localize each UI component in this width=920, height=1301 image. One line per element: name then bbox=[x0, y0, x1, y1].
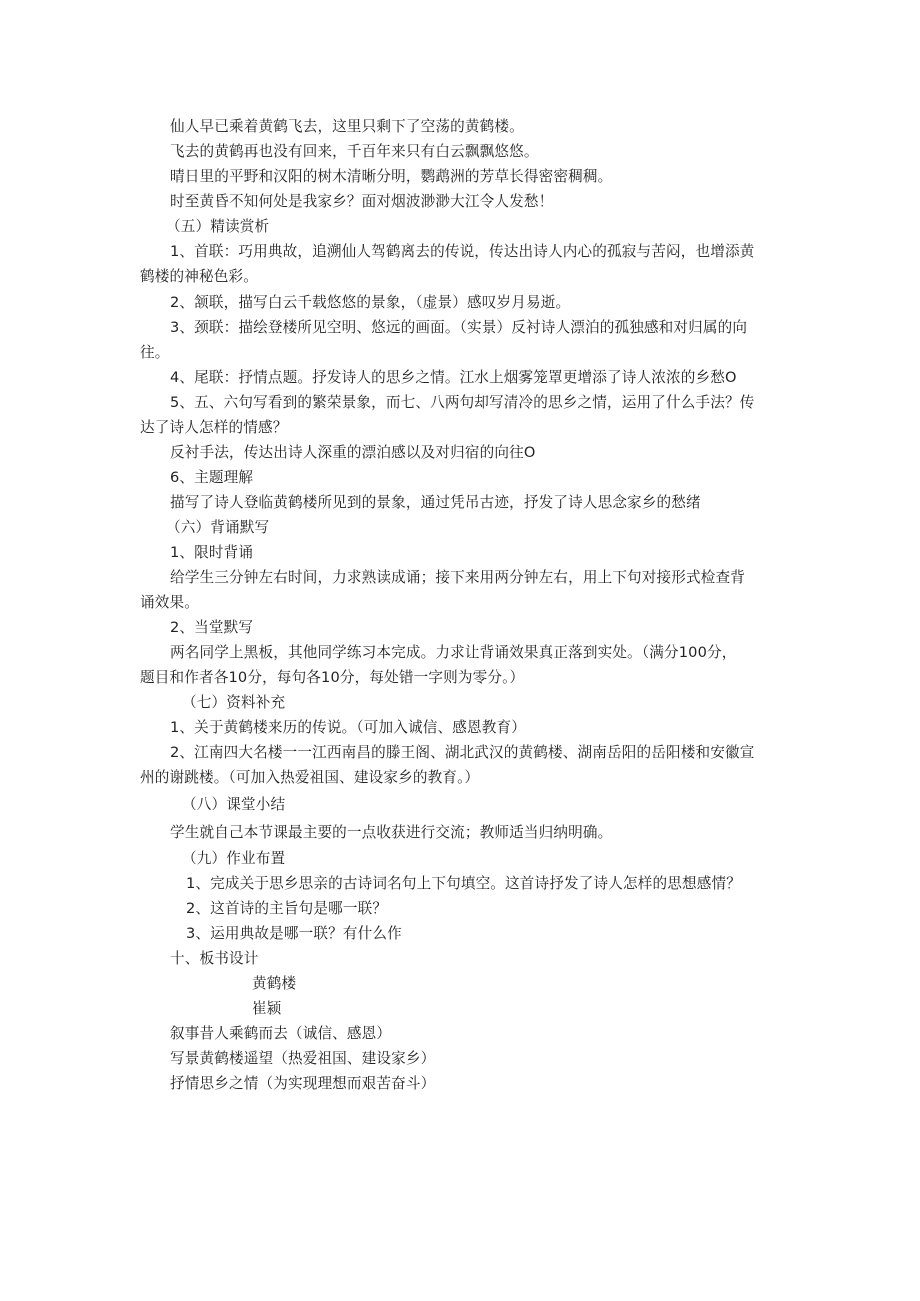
text-line: 达了诗人怎样的情感？ bbox=[140, 419, 288, 436]
board-title: 黄鹤楼 bbox=[252, 975, 297, 992]
section-heading: （九）作业布置 bbox=[182, 850, 286, 867]
text-line: 反衬手法，传达出诗人深重的漂泊感以及对归宿的向往O bbox=[170, 444, 536, 461]
text-line: 鹤楼的神秘色彩。 bbox=[140, 268, 258, 285]
text-line: 1、关于黄鹤楼来历的传说。（可加入诚信、感恩教育） bbox=[170, 719, 526, 736]
text-line: 两名同学上黑板，其他同学练习本完成。力求让背诵效果真正落到实处。（满分100分， bbox=[170, 644, 737, 661]
text-line: 4、尾联：抒情点题。抒发诗人的思乡之情。江水上烟雾笼罩更增添了诗人浓浓的乡愁O bbox=[170, 369, 737, 386]
text-line: 抒情思乡之情（为实现理想而艰苦奋斗） bbox=[170, 1075, 436, 1092]
text-line: 3、运用典故是哪一联？有什么作 bbox=[186, 925, 402, 942]
text-line: 2、颔联，描写白云千载悠悠的景象，（虚景）感叹岁月易逝。 bbox=[170, 294, 571, 311]
text-line: 6、主题理解 bbox=[170, 469, 254, 486]
text-line: 往。 bbox=[140, 344, 170, 361]
text-line: 写景黄鹤楼遥望（热爱祖国、建设家乡） bbox=[170, 1050, 436, 1067]
section-heading: 十、板书设计 bbox=[170, 950, 259, 967]
text-line: 叙事昔人乘鹤而去（诚信、感恩） bbox=[170, 1025, 392, 1042]
text-line: 时至黄昏不知何处是我家乡？面对烟波渺渺大江令人发愁！ bbox=[170, 193, 554, 210]
text-line: 1、限时背诵 bbox=[170, 544, 254, 561]
text-line: 晴日里的平野和汉阳的树木清晰分明，鹦鹉洲的芳草长得密密稠稠。 bbox=[170, 168, 613, 185]
text-line: 题目和作者各10分，每句各10分，每处错一字则为零分。） bbox=[140, 669, 525, 686]
section-heading: （五）精读赏析 bbox=[166, 218, 270, 235]
text-line: 飞去的黄鹤再也没有回来，千百年来只有白云飘飘悠悠。 bbox=[170, 143, 539, 160]
text-line: 给学生三分钟左右时间，力求熟读成诵；接下来用两分钟左右，用上下句对接形式检查背 bbox=[170, 569, 746, 586]
text-line: 3、颈联：描绘登楼所见空明、悠远的画面。（实景）反衬诗人漂泊的孤独感和对归属的向 bbox=[170, 319, 748, 336]
section-heading: （八）课堂小结 bbox=[182, 796, 286, 813]
text-line: 2、江南四大名楼一一江西南昌的滕王阁、湖北武汉的黄鹤楼、湖南岳阳的岳阳楼和安徽宣 bbox=[170, 744, 755, 761]
board-author: 崔颍 bbox=[252, 1000, 282, 1017]
text-line: 诵效果。 bbox=[140, 594, 199, 611]
text-line: 学生就自己本节课最主要的一点收获进行交流；教师适当归纳明确。 bbox=[170, 824, 613, 841]
text-line: 1、完成关于思乡思亲的古诗词名句上下句填空。这首诗抒发了诗人怎样的思想感情？ bbox=[186, 875, 741, 892]
text-line: 1、首联：巧用典故，追溯仙人驾鹤离去的传说，传达出诗人内心的孤寂与苦闷，也增添黄 bbox=[170, 243, 755, 260]
section-heading: （六）背诵默写 bbox=[166, 519, 270, 536]
section-heading: （七）资料补充 bbox=[182, 694, 286, 711]
text-line: 描写了诗人登临黄鹤楼所见到的景象，通过凭吊古迹，抒发了诗人思念家乡的愁绪 bbox=[170, 494, 701, 511]
text-line: 2、当堂默写 bbox=[170, 619, 254, 636]
text-line: 2、这首诗的主旨句是哪一联？ bbox=[186, 900, 388, 917]
text-line: 州的谢跳楼。（可加入热爱祖国、建设家乡的教育。） bbox=[140, 769, 480, 786]
text-line: 仙人早已乘着黄鹤飞去，这里只剩下了空荡的黄鹤楼。 bbox=[170, 118, 524, 135]
text-line: 5、五、六句写看到的繁荣景象，而七、八两句却写清冷的思乡之情，运用了什么手法？传 bbox=[170, 394, 755, 411]
